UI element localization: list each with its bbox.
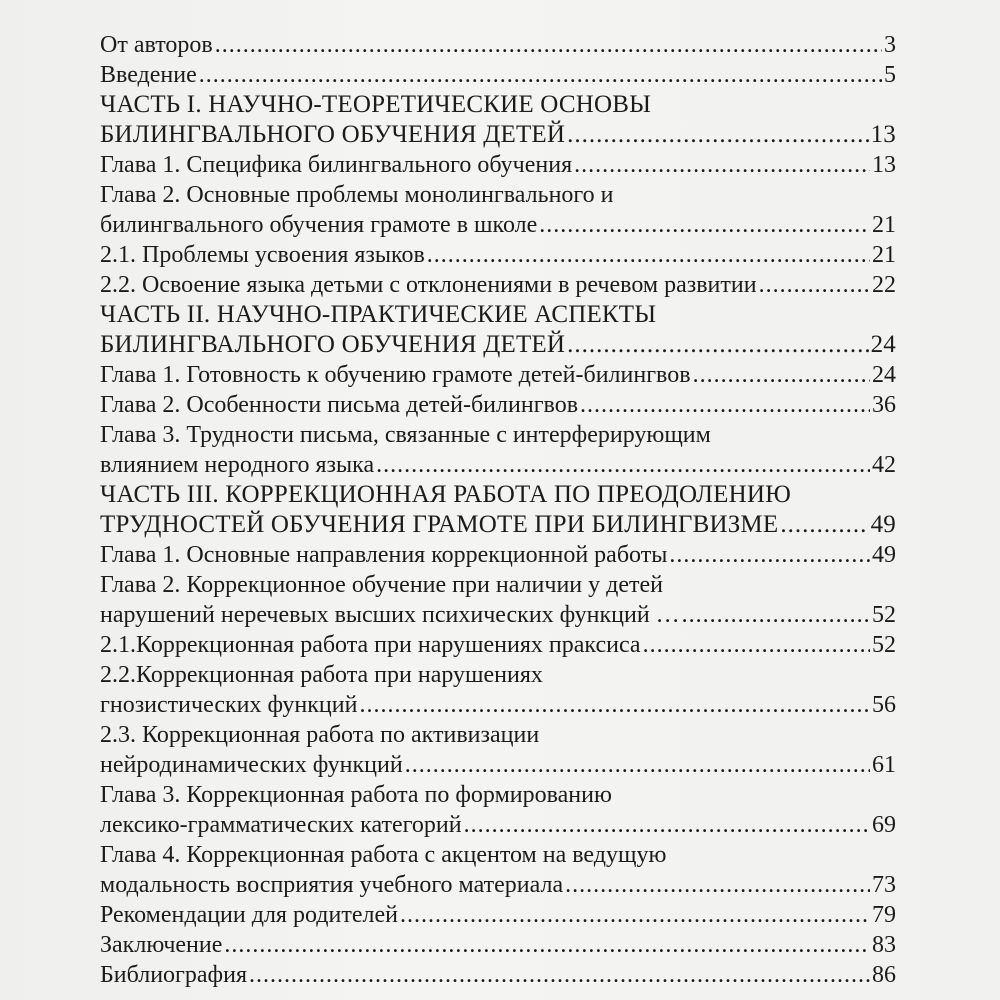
toc-entry-title-line: Глава 4. Коррекционная работа с акцентом на ведущую [100, 842, 667, 868]
dot-leader [693, 360, 870, 390]
dot-leader [464, 810, 870, 840]
toc-entry-title-line: ЧАСТЬ II. НАУЧНО-ПРАКТИЧЕСКИЕ АСПЕКТЫ [100, 301, 657, 328]
toc-entry [100, 630, 896, 660]
toc-entry [100, 360, 896, 390]
toc-entry-title-line: Введение [100, 62, 197, 88]
toc-page-number: 24 [870, 331, 896, 358]
dot-leader [669, 540, 870, 570]
toc-entry [100, 960, 896, 990]
toc-entry-title-line: Глава 3. Трудности письма, связанные с интерферирующим [100, 422, 711, 448]
toc-entry-title-line: влиянием неродного языка [100, 452, 375, 478]
toc-entry-title-line: БИЛИНГВАЛЬНОГО ОБУЧЕНИЯ ДЕТЕЙ [100, 121, 566, 148]
toc-entry-title-line: 2.3. Коррекционная работа по активизации [100, 722, 540, 748]
toc-entry-title-line: От авторов [100, 32, 213, 58]
dot-leader [539, 210, 870, 240]
toc-entry-title-line: ЧАСТЬ III. КОРРЕКЦИОННАЯ РАБОТА ПО ПРЕОДОЛЕНИЮ [100, 481, 792, 508]
toc-entry [100, 780, 896, 840]
toc-entry-title-line: Библиография [100, 962, 247, 988]
toc-page-number: 69 [872, 812, 896, 838]
toc-entry-title-line: Глава 3. Коррекционная работа по формированию [100, 782, 612, 808]
toc-entry-title-line: 2.2. Освоение языка детьми с отклонениями в речевом развитии [100, 272, 757, 298]
toc-entry-title-line: Глава 1. Основные направления коррекционной работы [100, 542, 668, 568]
dot-leader [427, 240, 870, 270]
dot-leader [215, 30, 882, 60]
toc-entry-title-line: 2.2.Коррекционная работа при нарушениях [100, 662, 543, 688]
toc-entry [100, 840, 896, 900]
toc-entry [100, 390, 896, 420]
toc-part-entry [100, 90, 896, 150]
toc-entry-title-line: нейродинамических функций [100, 752, 403, 778]
toc-entry-title-line: Глава 1. Специфика билингвального обучения [100, 152, 573, 178]
table-of-contents [100, 30, 896, 990]
dot-leader [643, 630, 870, 660]
dot-leader [224, 930, 870, 960]
toc-entry-title-line: ТРУДНОСТЕЙ ОБУЧЕНИЯ ГРАМОТЕ ПРИ БИЛИНГВИЗМЕ [100, 511, 779, 538]
dot-leader [376, 450, 870, 480]
toc-page-number: 56 [872, 692, 896, 718]
toc-entry-title-line: ЧАСТЬ I. НАУЧНО-ТЕОРЕТИЧЕСКИЕ ОСНОВЫ [100, 91, 652, 118]
toc-entry [100, 270, 896, 300]
toc-page-number: 52 [872, 602, 896, 628]
toc-page-number: 49 [870, 511, 896, 538]
toc-entry [100, 150, 896, 180]
toc-entry [100, 660, 896, 720]
dot-leader [567, 120, 868, 150]
toc-part-entry [100, 480, 896, 540]
toc-page-number: 24 [872, 362, 896, 388]
toc-entry-title-line: Глава 1. Готовность к обучению грамоте детей-билингвов [100, 362, 691, 388]
dot-leader [574, 150, 870, 180]
toc-page-number: 49 [872, 542, 896, 568]
dot-leader [199, 60, 882, 90]
toc-page-number: 13 [870, 121, 896, 148]
toc-entry-title-line: билингвального обучения грамоте в школе [100, 212, 538, 238]
toc-page-number: 86 [872, 962, 896, 988]
dot-leader [567, 330, 868, 360]
dot-leader [682, 600, 870, 630]
toc-entry-title-line: Глава 2. Особенности письма детей-билингвов [100, 392, 579, 418]
toc-entry-title-line: нарушений неречевых высших психических функций … [100, 602, 680, 628]
dot-leader [565, 870, 870, 900]
toc-entry-title-line: гнозистических функций [100, 692, 358, 718]
toc-page-number: 5 [884, 62, 896, 88]
toc-entry-title-line: Рекомендации для родителей [100, 902, 398, 928]
toc-page-number: 36 [872, 392, 896, 418]
toc-page-number: 83 [872, 932, 896, 958]
toc-entry [100, 540, 896, 570]
toc-page-number: 73 [872, 872, 896, 898]
toc-page-number: 13 [872, 152, 896, 178]
toc-page-number: 22 [872, 272, 896, 298]
toc-entry-title-line: Глава 2. Коррекционное обучение при наличии у детей [100, 572, 663, 598]
dot-leader [400, 900, 870, 930]
toc-entry-title-line: модальность восприятия учебного материала [100, 872, 564, 898]
toc-entry-title-line: 2.1. Проблемы усвоения языков [100, 242, 425, 268]
toc-entry [100, 570, 896, 630]
toc-entry [100, 720, 896, 780]
dot-leader [249, 960, 870, 990]
toc-entry [100, 30, 896, 60]
toc-page-number: 42 [872, 452, 896, 478]
toc-entry [100, 420, 896, 480]
dot-leader [780, 510, 868, 540]
toc-page-number: 3 [884, 32, 896, 58]
toc-entry [100, 930, 896, 960]
toc-entry-title-line: БИЛИНГВАЛЬНОГО ОБУЧЕНИЯ ДЕТЕЙ [100, 331, 566, 358]
toc-entry [100, 180, 896, 240]
toc-page-number: 21 [872, 242, 896, 268]
toc-page-number: 61 [872, 752, 896, 778]
toc-entry [100, 60, 896, 90]
toc-page-number: 79 [872, 902, 896, 928]
dot-leader [759, 270, 870, 300]
toc-page-number: 52 [872, 632, 896, 658]
toc-part-entry [100, 300, 896, 360]
toc-page-number: 21 [872, 212, 896, 238]
toc-entry-title-line: 2.1.Коррекционная работа при нарушениях праксиса [100, 632, 641, 658]
toc-entry-title-line: Глава 2. Основные проблемы монолингвального и [100, 182, 614, 208]
dot-leader [580, 390, 870, 420]
toc-entry-title-line: лексико-грамматических категорий [100, 812, 462, 838]
toc-entry [100, 240, 896, 270]
toc-entry-title-line: Заключение [100, 932, 223, 958]
toc-entry [100, 900, 896, 930]
dot-leader [359, 690, 870, 720]
dot-leader [405, 750, 870, 780]
